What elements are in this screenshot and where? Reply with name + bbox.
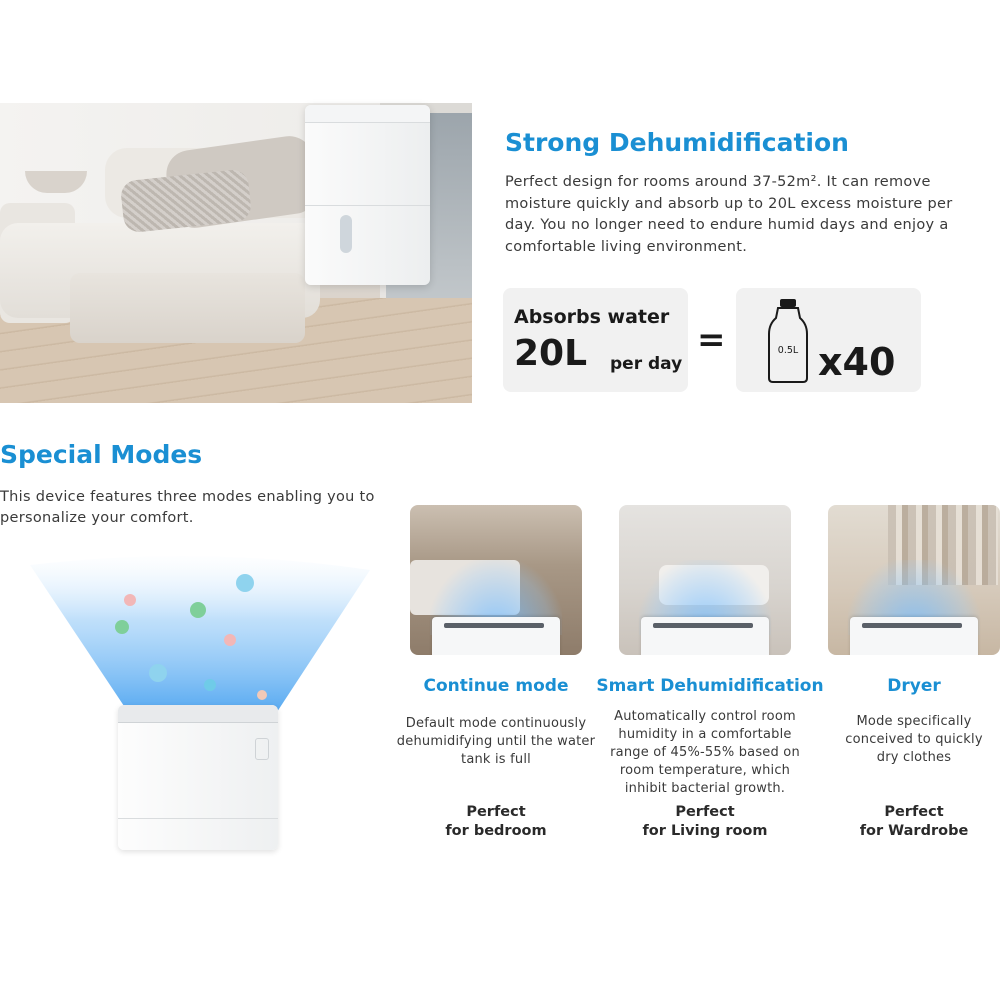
dehumidifier-main xyxy=(118,705,278,850)
special-modes-heading: Special Modes xyxy=(0,440,203,469)
equals-sign: = xyxy=(697,320,726,360)
bottle-capacity-label: 0.5L xyxy=(777,345,799,356)
mode-title-continue: Continue mode xyxy=(423,676,569,696)
dehumidifier-main-tank-line xyxy=(118,818,278,819)
absorb-water-label: Absorbs water xyxy=(514,306,670,328)
special-modes-text: This device features three modes enabling you to personalize your comfort. xyxy=(0,489,375,526)
dehumidifier-grille xyxy=(653,623,753,628)
dehumidifier-hero-top xyxy=(305,105,430,123)
dehumidifier-hero-window xyxy=(340,215,352,253)
mode-perfect-room: for Living room xyxy=(642,822,768,839)
mode-perfect-smart xyxy=(619,803,791,840)
mode-perfect-dryer xyxy=(828,803,1000,840)
mode-image-bedroom xyxy=(410,505,582,655)
mode-image-wardrobe xyxy=(828,505,1000,655)
mode-perfect-label: Perfect xyxy=(675,804,735,820)
dehumidifier-main-handle xyxy=(255,738,269,760)
dehumidifier-grille xyxy=(444,623,544,628)
sofa-front xyxy=(70,273,305,343)
mode-description-continue: Default mode continuously dehumidifying until the water tank is full xyxy=(396,716,596,767)
strong-dehumidification-heading: Strong Dehumidification xyxy=(505,128,849,157)
absorb-water-amount: 20L xyxy=(514,333,588,374)
mode-perfect-label: Perfect xyxy=(884,804,944,820)
mode-title-dryer: Dryer xyxy=(887,676,941,696)
strong-dehumidification-text: Perfect design for rooms around 37-52m². It can remove moisture quickly and absorb up to 20L excess moisture per day. You no longer need to endure humid days and enjoy a comfortable living environment. xyxy=(505,174,953,255)
dehumidifier-grille xyxy=(862,623,962,628)
dehumidifier-hero xyxy=(305,105,430,285)
mode-perfect-room: for Wardrobe xyxy=(859,822,969,839)
mode-title-smart: Smart Dehumidification xyxy=(596,676,824,696)
mode-perfect-label: Perfect xyxy=(466,804,526,820)
dehumidifier-main-top xyxy=(118,705,278,723)
mode-image-living-room xyxy=(619,505,791,655)
dehumidifier-hero-tank-line xyxy=(305,205,430,206)
mode-perfect-room: for bedroom xyxy=(445,822,547,839)
mode-description-dryer: Mode specifically conceived to quickly dry clothes xyxy=(845,714,983,765)
mode-description-smart: Automatically control room humidity in a comfortable range of 45%-55% based on room temperature, which inhibit bacterial growth. xyxy=(610,709,800,796)
absorb-water-unit: per day xyxy=(610,354,683,374)
mode-perfect-continue xyxy=(410,803,582,840)
multiplier-label: x40 xyxy=(818,340,896,384)
water-bottle-icon xyxy=(765,298,811,384)
